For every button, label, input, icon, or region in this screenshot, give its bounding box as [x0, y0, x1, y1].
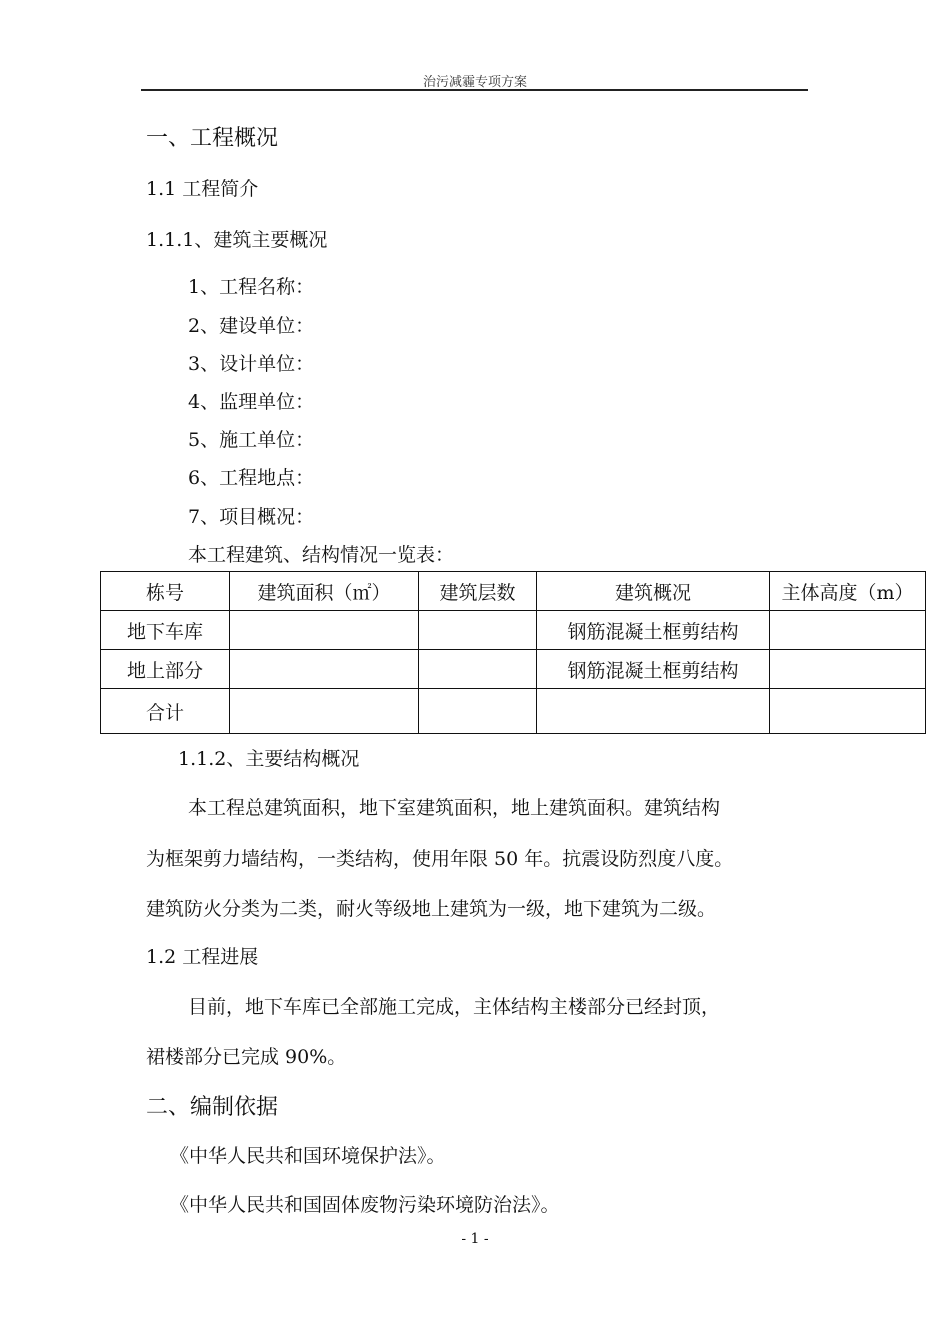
- table-header-cell: 栋号: [101, 572, 230, 611]
- subsection-heading-progress: 1.2 工程进展: [146, 946, 259, 968]
- table-header-cell: 建筑面积（㎡）: [230, 572, 419, 611]
- list-item: 3、设计单位：: [188, 353, 315, 375]
- paragraph-line: 目前，地下车库已全部施工完成，主体结构主楼部分已经封顶，: [188, 996, 721, 1018]
- list-item: 2、建设单位：: [188, 315, 315, 337]
- page-number: - 1 -: [461, 1231, 489, 1247]
- table-header-cell: 主体高度（m）: [770, 572, 926, 611]
- table-cell: [230, 650, 419, 689]
- table-row: [101, 689, 926, 734]
- table-cell: 钢筋混凝土框剪结构: [537, 650, 770, 689]
- table-cell: [537, 689, 770, 734]
- table-header-cell: 建筑概况: [537, 572, 770, 611]
- table-cell: [770, 689, 926, 734]
- table-header-cell: 建筑层数: [419, 572, 537, 611]
- running-header: 治污减霾专项方案: [422, 75, 527, 90]
- list-item: 6、工程地点：: [188, 467, 315, 489]
- table-row: [101, 611, 926, 650]
- list-item: 4、监理单位：: [188, 391, 315, 413]
- table-cell: [419, 650, 537, 689]
- paragraph-line: 本工程总建筑面积，地下室建筑面积，地上建筑面积。建筑结构: [188, 797, 721, 819]
- building-structure-table: [100, 571, 926, 734]
- table-caption: 本工程建筑、结构情况一览表：: [188, 544, 455, 566]
- law-reference: 《中华人民共和国环境保护法》。: [170, 1145, 446, 1167]
- section-heading-basis: 二、编制依据: [146, 1095, 279, 1120]
- table-cell: 合计: [101, 689, 230, 734]
- table-cell: [230, 611, 419, 650]
- table-cell: [770, 611, 926, 650]
- table-cell: [230, 689, 419, 734]
- subsection-heading-intro: 1.1 工程简介: [146, 178, 259, 200]
- table-cell: 地下车库: [101, 611, 230, 650]
- table-header-row: [101, 572, 926, 611]
- law-reference: 《中华人民共和国固体废物污染环境防治法》。: [170, 1194, 560, 1216]
- list-item: 5、施工单位：: [188, 429, 315, 451]
- subsection-heading-structure: 1.1.2、主要结构概况: [178, 748, 360, 770]
- subsection-heading-building: 1.1.1、建筑主要概况: [146, 229, 328, 251]
- list-item: 7、项目概况：: [188, 506, 315, 528]
- table-cell: [419, 689, 537, 734]
- table-cell: [419, 611, 537, 650]
- table-row: [101, 650, 926, 689]
- header-divider: [141, 89, 808, 91]
- paragraph-line: 建筑防火分类为二类，耐火等级地上建筑为一级，地下建筑为二级。: [146, 898, 717, 920]
- list-item: 1、工程名称：: [188, 276, 315, 298]
- table-cell: [770, 650, 926, 689]
- table-cell: 地上部分: [101, 650, 230, 689]
- table-cell: 钢筋混凝土框剪结构: [537, 611, 770, 650]
- paragraph-line: 为框架剪力墙结构，一类结构，使用年限 50 年。抗震设防烈度八度。: [146, 848, 734, 870]
- paragraph-line: 裙楼部分已完成 90%。: [146, 1046, 347, 1068]
- section-heading-overview: 一、工程概况: [146, 126, 279, 151]
